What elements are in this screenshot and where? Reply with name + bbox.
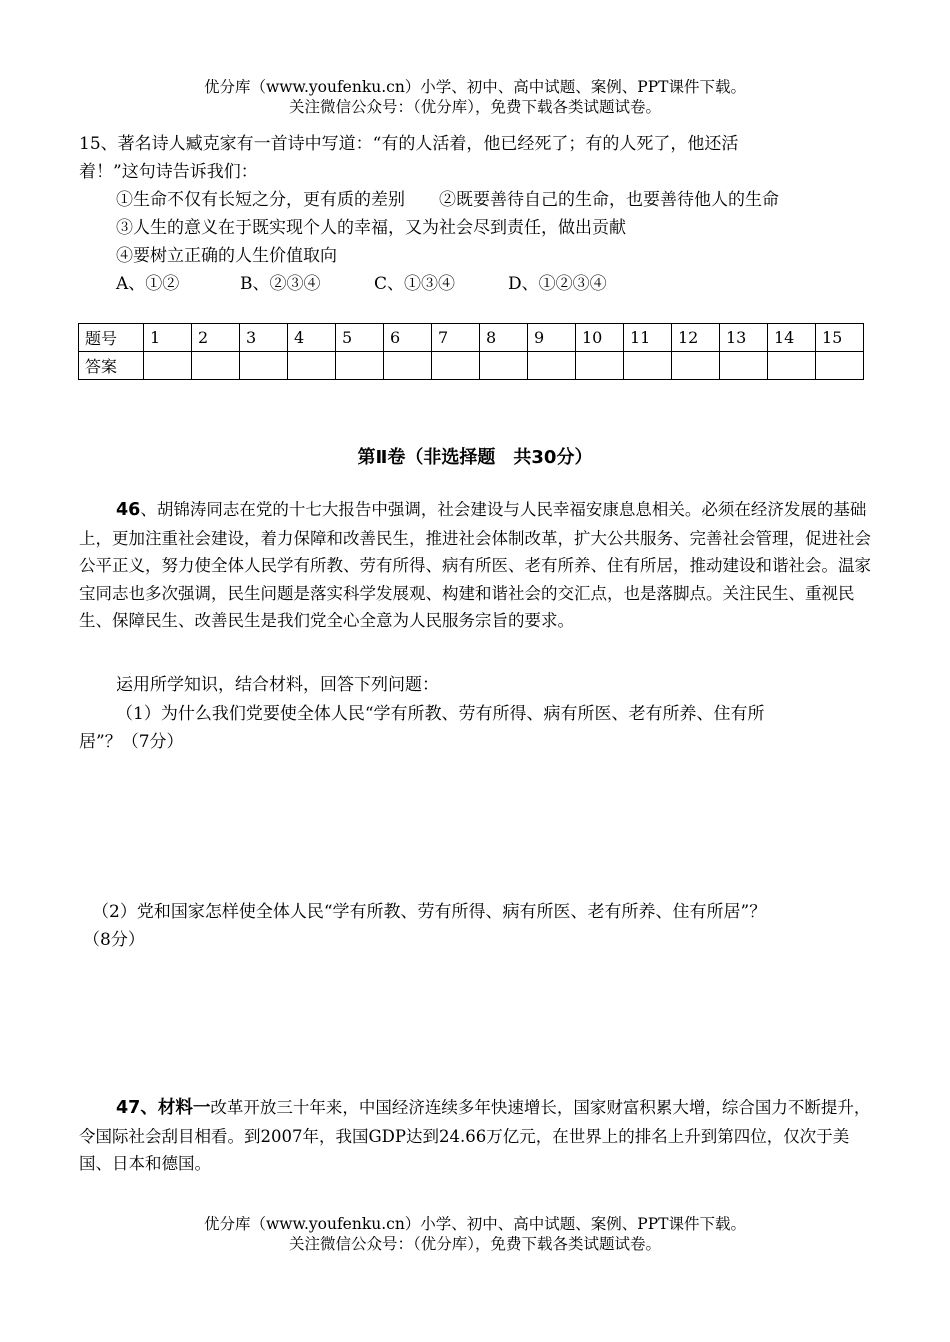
option-c: C、①③④ (374, 274, 456, 294)
q46-sub1-line-2: 居”？（7分） (79, 732, 184, 752)
q46-body: 、胡锦涛同志在党的十七大报告中强调，社会建设与人民幸福安康息息相关。必须在经济发展的基础上，更加注重社会建设，着力保障和改善民生，推进社会体制改革，扩大公共服务、完善社会管理，促进社会公平正义，努力使全体人民学有所教、劳有所得、病有所医、老有所养、住有所居，推动建设和谐社会。温家宝同志也多次强调，民生问题是落实科学发展观、构建和谐社会的交汇点，也是落脚点。关注民生、重视民生、保障民生、改善民生是我们党全心全意为人民服务宗旨的要求。 (79, 500, 871, 631)
number-cell: 14 (768, 324, 816, 352)
number-cell: 2 (192, 324, 240, 352)
q46-sub1-line-1: （1）为什么我们党要使全体人民“学有所教、劳有所得、病有所医、老有所养、住有所 (116, 704, 765, 724)
table-row-numbers (79, 324, 864, 352)
header-line-2: 关注微信公众号：（优分库），免费下载各类试题试卷。 (288, 98, 661, 116)
answer-cell (768, 352, 816, 380)
q47-material-1 (79, 1094, 873, 1178)
number-cell: 12 (672, 324, 720, 352)
number-cell: 6 (384, 324, 432, 352)
answer-cell (432, 352, 480, 380)
option-a: A、①② (116, 274, 180, 294)
number-cell: 5 (336, 324, 384, 352)
answer-cell (240, 352, 288, 380)
header-line-1: 优分库（www.youfenku.cn）小学、初中、高中试题、案例、PPT课件下载。 (203, 78, 747, 96)
answer-cell (192, 352, 240, 380)
option-d: D、①②③④ (508, 274, 607, 294)
q46-sub2-line-2: （8分） (83, 930, 145, 950)
q15-stem-line-2: 着！”这句诗告诉我们： (79, 162, 258, 182)
table-row-answers (79, 352, 864, 380)
q15-statement-1-2: ①生命不仅有长短之分，更有质的差别 ②既要善待自己的生命，也要善待他人的生命 (116, 190, 779, 210)
answer-cell (576, 352, 624, 380)
footer-line-2: 关注微信公众号：（优分库），免费下载各类试题试卷。 (288, 1235, 661, 1253)
q15-statement-4: ④要树立正确的人生价值取向 (116, 246, 337, 266)
q15-stem-line-1: 15、著名诗人臧克家有一首诗中写道：“有的人活着，他已经死了；有的人死了，他还活 (79, 134, 739, 154)
number-cell: 8 (480, 324, 528, 352)
answer-cell (720, 352, 768, 380)
number-cell: 7 (432, 324, 480, 352)
footer-line-1: 优分库（www.youfenku.cn）小学、初中、高中试题、案例、PPT课件下载。 (203, 1215, 747, 1233)
answer-cell (624, 352, 672, 380)
answer-cell (528, 352, 576, 380)
row-label-answer: 答案 (79, 352, 144, 380)
q46-instruction: 运用所学知识，结合材料，回答下列问题： (116, 675, 439, 695)
q15-statement-3: ③人生的意义在于既实现个人的幸福，又为社会尽到责任，做出贡献 (116, 218, 626, 238)
q46-number: 46 (116, 500, 141, 520)
answer-cell (384, 352, 432, 380)
number-cell: 11 (624, 324, 672, 352)
answer-cell (480, 352, 528, 380)
answer-table (78, 323, 864, 380)
number-cell: 9 (528, 324, 576, 352)
q46-material (79, 496, 873, 635)
answer-cell (288, 352, 336, 380)
number-cell: 13 (720, 324, 768, 352)
q46-sub2-line-1: （2）党和国家怎样使全体人民“学有所教、劳有所得、病有所医、老有所养、住有所居”？ (92, 902, 767, 922)
q15-options (116, 269, 607, 294)
number-cell: 10 (576, 324, 624, 352)
section-title: 第Ⅱ卷（非选择题 共30分） (357, 447, 593, 468)
number-cell: 1 (144, 324, 192, 352)
answer-cell (144, 352, 192, 380)
number-cell: 15 (816, 324, 864, 352)
q47-body: 改革开放三十年来，中国经济连续多年快速增长，国家财富积累大增，综合国力不断提升，令国际社会刮目相看。到2007年，我国GDP达到24.66万亿元，在世界上的排名上升到第四位，仅次于美国、日本和德国。 (79, 1098, 871, 1174)
row-label-number: 题号 (79, 324, 144, 352)
option-b: B、②③④ (240, 274, 321, 294)
q47-lead: 47、材料一 (116, 1098, 211, 1118)
answer-cell (672, 352, 720, 380)
number-cell: 3 (240, 324, 288, 352)
answer-cell (816, 352, 864, 380)
answer-cell (336, 352, 384, 380)
number-cell: 4 (288, 324, 336, 352)
